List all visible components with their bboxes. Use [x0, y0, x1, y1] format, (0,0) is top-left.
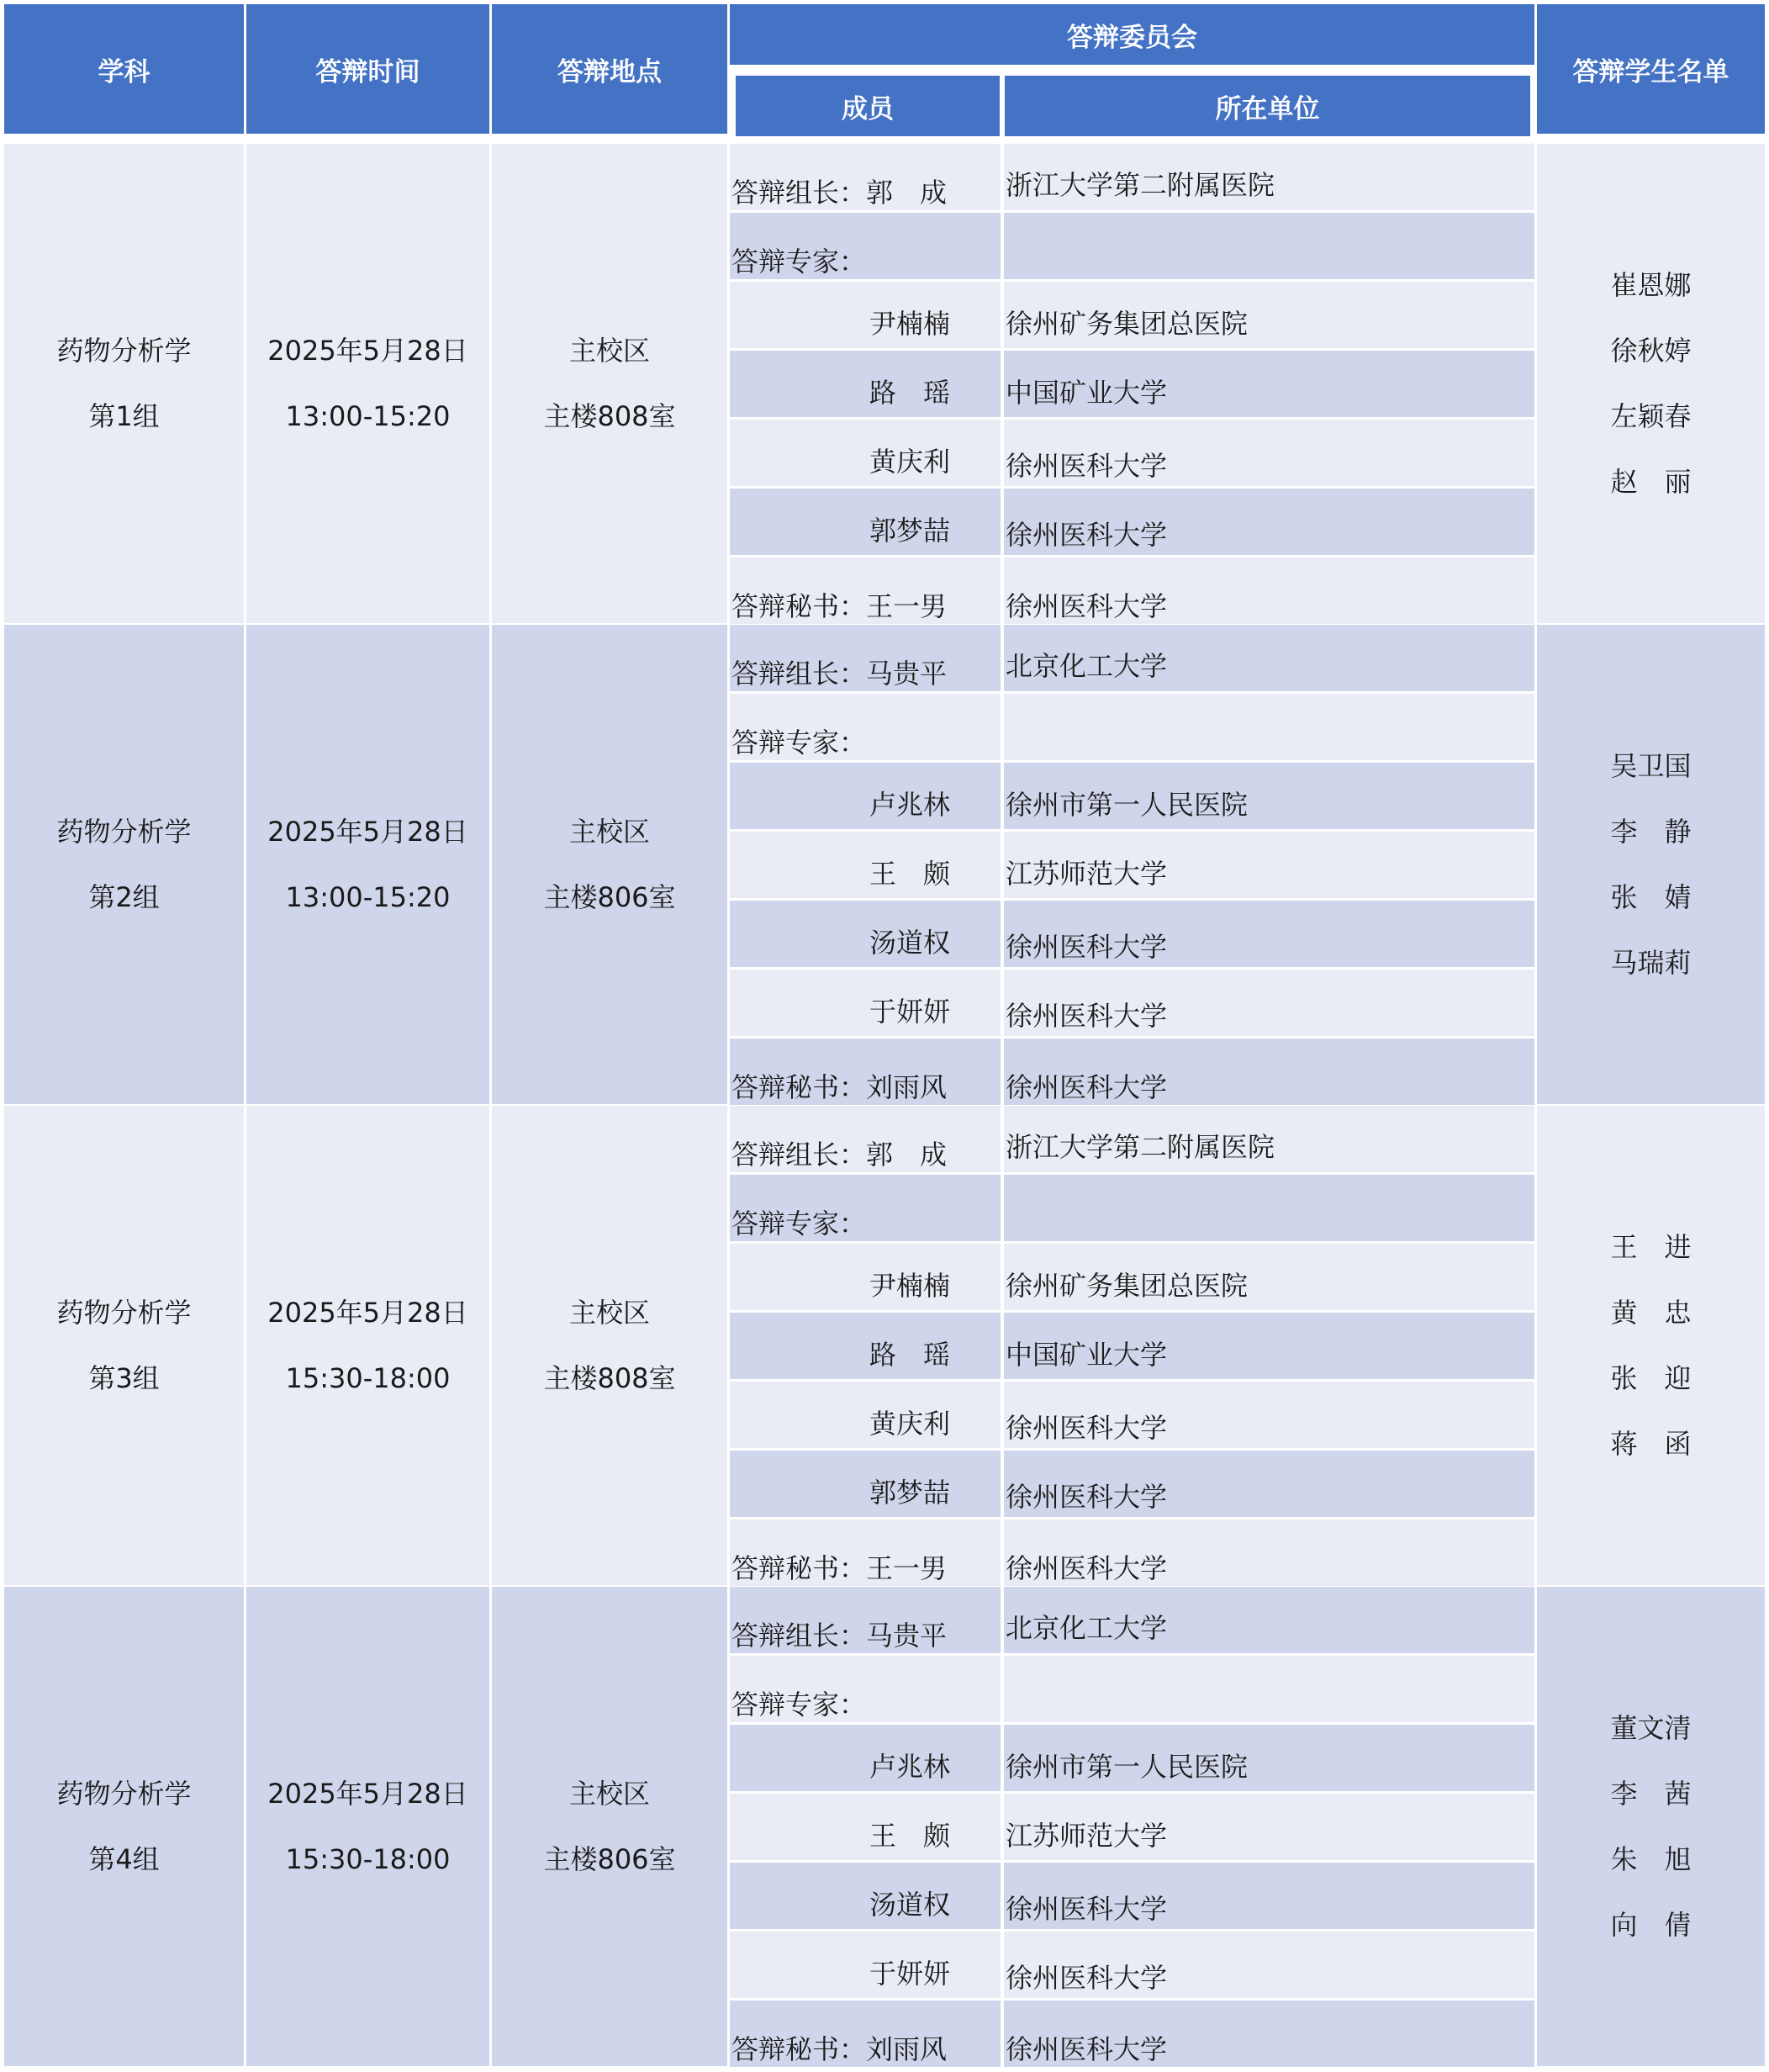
group-subject: 药物分析学: [56, 1297, 192, 1329]
room: 主楼808室: [543, 1362, 676, 1394]
group-subject: 药物分析学: [56, 1778, 192, 1810]
expert-name: 王 颇: [869, 858, 950, 890]
expert-name: 尹楠楠: [869, 308, 950, 340]
header-students: 答辩学生名单: [1537, 4, 1765, 134]
student-name: 李 茜: [1610, 1778, 1692, 1810]
header-subject: 学科: [4, 4, 244, 134]
expert-name: 黄庆利: [869, 446, 950, 478]
expert-name: 黄庆利: [869, 1408, 950, 1440]
experts-role-label: 答辩专家：: [731, 727, 867, 758]
group-number: 第3组: [88, 1362, 160, 1394]
defense-date: 2025年5月28日: [267, 1778, 468, 1810]
student-name: 左颖春: [1610, 400, 1692, 432]
student-name: 向 倩: [1610, 1909, 1692, 1941]
expert-unit: 中国矿业大学: [1006, 377, 1168, 409]
student-name: 蒋 函: [1610, 1428, 1692, 1460]
student-name: 赵 丽: [1610, 466, 1692, 498]
student-name: 黄 忠: [1610, 1297, 1692, 1329]
expert-unit: 徐州医科大学: [1006, 1962, 1168, 1994]
expert-name: 路 瑶: [869, 377, 950, 409]
secretary-unit: 徐州医科大学: [1006, 1552, 1168, 1584]
header-member: 成员: [736, 76, 1000, 136]
group-subject-cell: [4, 625, 244, 1104]
group-number: 第4组: [88, 1843, 160, 1875]
student-name: 董文清: [1610, 1712, 1692, 1744]
leader-name: 郭 成: [866, 1139, 948, 1171]
header-unit: 所在单位: [1005, 76, 1530, 136]
expert-name: 郭梦喆: [869, 1477, 950, 1509]
leader-unit: 北京化工大学: [1006, 1612, 1168, 1644]
secretary-name: 刘雨风: [866, 2033, 948, 2065]
secretary-role-label: 答辩秘书：: [731, 1552, 867, 1584]
expert-name: 尹楠楠: [869, 1270, 950, 1302]
campus: 主校区: [568, 1778, 650, 1810]
group-number: 第2组: [88, 881, 160, 913]
expert-name: 卢兆林: [869, 1751, 950, 1783]
student-name: 王 进: [1610, 1231, 1692, 1263]
expert-unit: 徐州医科大学: [1006, 931, 1168, 963]
group-subject-cell: [4, 144, 244, 623]
expert-unit: 徐州市第一人民医院: [1006, 1751, 1249, 1783]
secretary-role-label: 答辩秘书：: [731, 2033, 867, 2065]
campus: 主校区: [568, 816, 650, 848]
group-time-cell: [246, 625, 489, 1104]
student-name: 李 静: [1610, 816, 1692, 848]
group-subject: 药物分析学: [56, 335, 192, 367]
leader-name: 马贵平: [866, 658, 948, 690]
leader-name: 郭 成: [866, 177, 948, 209]
expert-name: 于妍妍: [869, 1958, 950, 1990]
leader-unit: 浙江大学第二附属医院: [1006, 1131, 1275, 1163]
room: 主楼808室: [543, 400, 676, 432]
leader-role-label: 答辩组长：: [731, 658, 867, 690]
student-name: 张 迎: [1610, 1362, 1692, 1394]
expert-unit: 徐州医科大学: [1006, 519, 1168, 551]
expert-unit: 徐州医科大学: [1006, 1000, 1168, 1032]
secretary-unit: 徐州医科大学: [1006, 2033, 1168, 2065]
expert-name: 卢兆林: [869, 789, 950, 821]
expert-name: 汤道权: [869, 1889, 950, 1921]
expert-unit: 徐州医科大学: [1006, 1412, 1168, 1444]
expert-unit: 徐州矿务集团总医院: [1006, 308, 1249, 340]
header-place: 答辩地点: [492, 4, 727, 134]
secretary-role-label: 答辩秘书：: [731, 590, 867, 622]
secretary-role-label: 答辩秘书：: [731, 1071, 867, 1103]
student-list-cell: [1537, 144, 1765, 623]
group-subject-cell: [4, 1587, 244, 2066]
student-name: 徐秋婷: [1610, 335, 1692, 367]
expert-name: 于妍妍: [869, 996, 950, 1028]
expert-unit: 徐州医科大学: [1006, 1481, 1168, 1513]
room: 主楼806室: [543, 1843, 676, 1875]
expert-unit: 徐州医科大学: [1006, 450, 1168, 482]
expert-unit: 江苏师范大学: [1006, 1820, 1168, 1852]
header-time: 答辩时间: [246, 4, 489, 134]
experts-role-label: 答辩专家：: [731, 1208, 867, 1240]
committee-unit-row-bg: [1004, 1175, 1534, 1241]
student-name: 马瑞莉: [1610, 947, 1692, 979]
group-time-cell: [246, 144, 489, 623]
expert-unit: 徐州医科大学: [1006, 1893, 1168, 1925]
defense-time: 15:30-18:00: [285, 1843, 451, 1875]
expert-unit: 中国矿业大学: [1006, 1339, 1168, 1371]
experts-role-label: 答辩专家：: [731, 1689, 867, 1720]
header-committee: 答辩委员会: [730, 4, 1534, 65]
group-place-cell: [492, 144, 727, 623]
expert-name: 路 瑶: [869, 1339, 950, 1371]
expert-unit: 徐州矿务集团总医院: [1006, 1270, 1249, 1302]
defense-date: 2025年5月28日: [267, 335, 468, 367]
secretary-name: 刘雨风: [866, 1071, 948, 1103]
defense-date: 2025年5月28日: [267, 816, 468, 848]
leader-unit: 北京化工大学: [1006, 650, 1168, 682]
expert-name: 郭梦喆: [869, 515, 950, 547]
leader-name: 马贵平: [866, 1620, 948, 1652]
leader-role-label: 答辩组长：: [731, 177, 867, 209]
experts-role-label: 答辩专家：: [731, 246, 867, 278]
expert-name: 汤道权: [869, 927, 950, 959]
defense-time: 13:00-15:20: [285, 881, 451, 913]
student-name: 崔恩娜: [1610, 269, 1692, 301]
expert-unit: 徐州市第一人民医院: [1006, 789, 1249, 821]
student-list-cell: [1537, 1106, 1765, 1585]
secretary-unit: 徐州医科大学: [1006, 1071, 1168, 1103]
defense-time: 13:00-15:20: [285, 400, 451, 432]
leader-role-label: 答辩组长：: [731, 1620, 867, 1652]
group-place-cell: [492, 1587, 727, 2066]
secretary-name: 王一男: [866, 1552, 948, 1584]
room: 主楼806室: [543, 881, 676, 913]
expert-name: 王 颇: [869, 1820, 950, 1852]
student-name: 朱 旭: [1610, 1843, 1692, 1875]
secretary-name: 王一男: [866, 590, 948, 622]
campus: 主校区: [568, 335, 650, 367]
defense-time: 15:30-18:00: [285, 1362, 451, 1394]
student-list-cell: [1537, 625, 1765, 1104]
group-subject-cell: [4, 1106, 244, 1585]
leader-role-label: 答辩组长：: [731, 1139, 867, 1171]
group-time-cell: [246, 1106, 489, 1585]
group-time-cell: [246, 1587, 489, 2066]
committee-unit-row-bg: [1004, 1656, 1534, 1722]
group-place-cell: [492, 1106, 727, 1585]
student-name: 吴卫国: [1610, 750, 1692, 782]
defense-date: 2025年5月28日: [267, 1297, 468, 1329]
campus: 主校区: [568, 1297, 650, 1329]
group-place-cell: [492, 625, 727, 1104]
group-number: 第1组: [88, 400, 160, 432]
committee-unit-row-bg: [1004, 694, 1534, 760]
secretary-unit: 徐州医科大学: [1006, 590, 1168, 622]
leader-unit: 浙江大学第二附属医院: [1006, 169, 1275, 201]
student-name: 张 婧: [1610, 881, 1692, 913]
group-subject: 药物分析学: [56, 816, 192, 848]
committee-unit-row-bg: [1004, 213, 1534, 279]
student-list-cell: [1537, 1587, 1765, 2066]
expert-unit: 江苏师范大学: [1006, 858, 1168, 890]
